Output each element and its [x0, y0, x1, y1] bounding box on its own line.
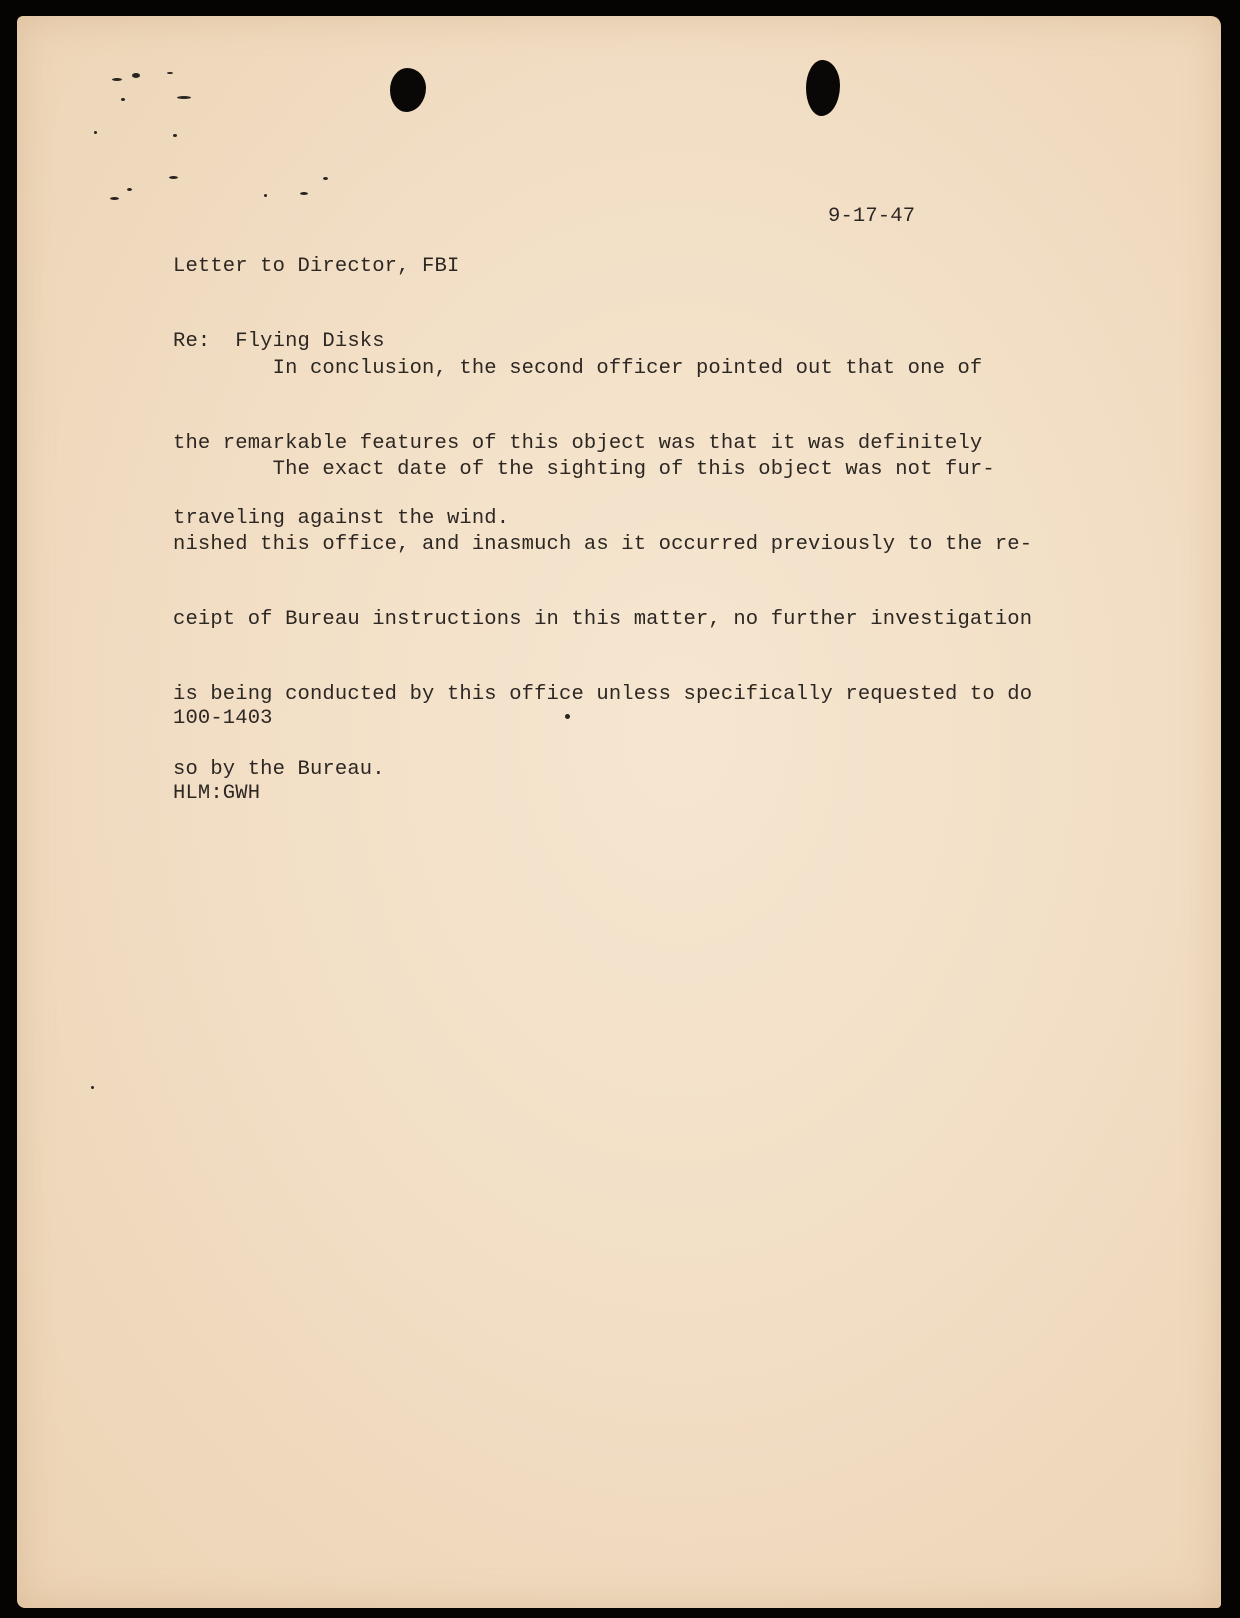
paragraph-line: so by the Bureau.	[173, 758, 385, 781]
paragraph-sighting-date	[173, 407, 1032, 807]
heading-recipient: Letter to Director, FBI	[173, 255, 460, 278]
ink-speck	[91, 1086, 94, 1089]
ink-speck	[300, 192, 308, 195]
paragraph-line: The exact date of the sighting of this object was not fur-	[173, 458, 995, 481]
paragraph-line: traveling against the wind.	[173, 507, 510, 530]
ink-speck	[323, 177, 328, 180]
paragraph-line: nished this office, and inasmuch as it occurred previously to the re-	[173, 533, 1033, 556]
punch-hole-left	[390, 68, 426, 112]
ink-speck	[264, 194, 267, 197]
ink-speck	[112, 78, 122, 81]
ink-speck	[127, 188, 132, 191]
file-reference	[173, 656, 273, 831]
heading-subject: Re: Flying Disks	[173, 330, 385, 353]
typist-initials: HLM:GWH	[173, 782, 261, 805]
paragraph-line: In conclusion, the second officer pointed out that one of	[173, 357, 983, 380]
paragraph-line: is being conducted by this office unless specifically requested to do	[173, 683, 1033, 706]
ink-speck	[177, 96, 191, 99]
ink-speck	[110, 197, 119, 200]
ink-speck	[121, 98, 125, 101]
file-number: 100-1403	[173, 707, 273, 730]
ink-speck	[169, 176, 178, 179]
ink-speck	[132, 73, 140, 78]
punch-hole-right	[806, 60, 840, 116]
letter-date: 9-17-47	[828, 205, 916, 228]
paragraph-line: ceipt of Bureau instructions in this matter, no further investigation	[173, 608, 1033, 631]
ink-speck	[167, 72, 173, 74]
ink-speck	[173, 134, 177, 137]
ink-speck	[94, 131, 97, 134]
paragraph-line: the remarkable features of this object was that it was definitely	[173, 432, 983, 455]
